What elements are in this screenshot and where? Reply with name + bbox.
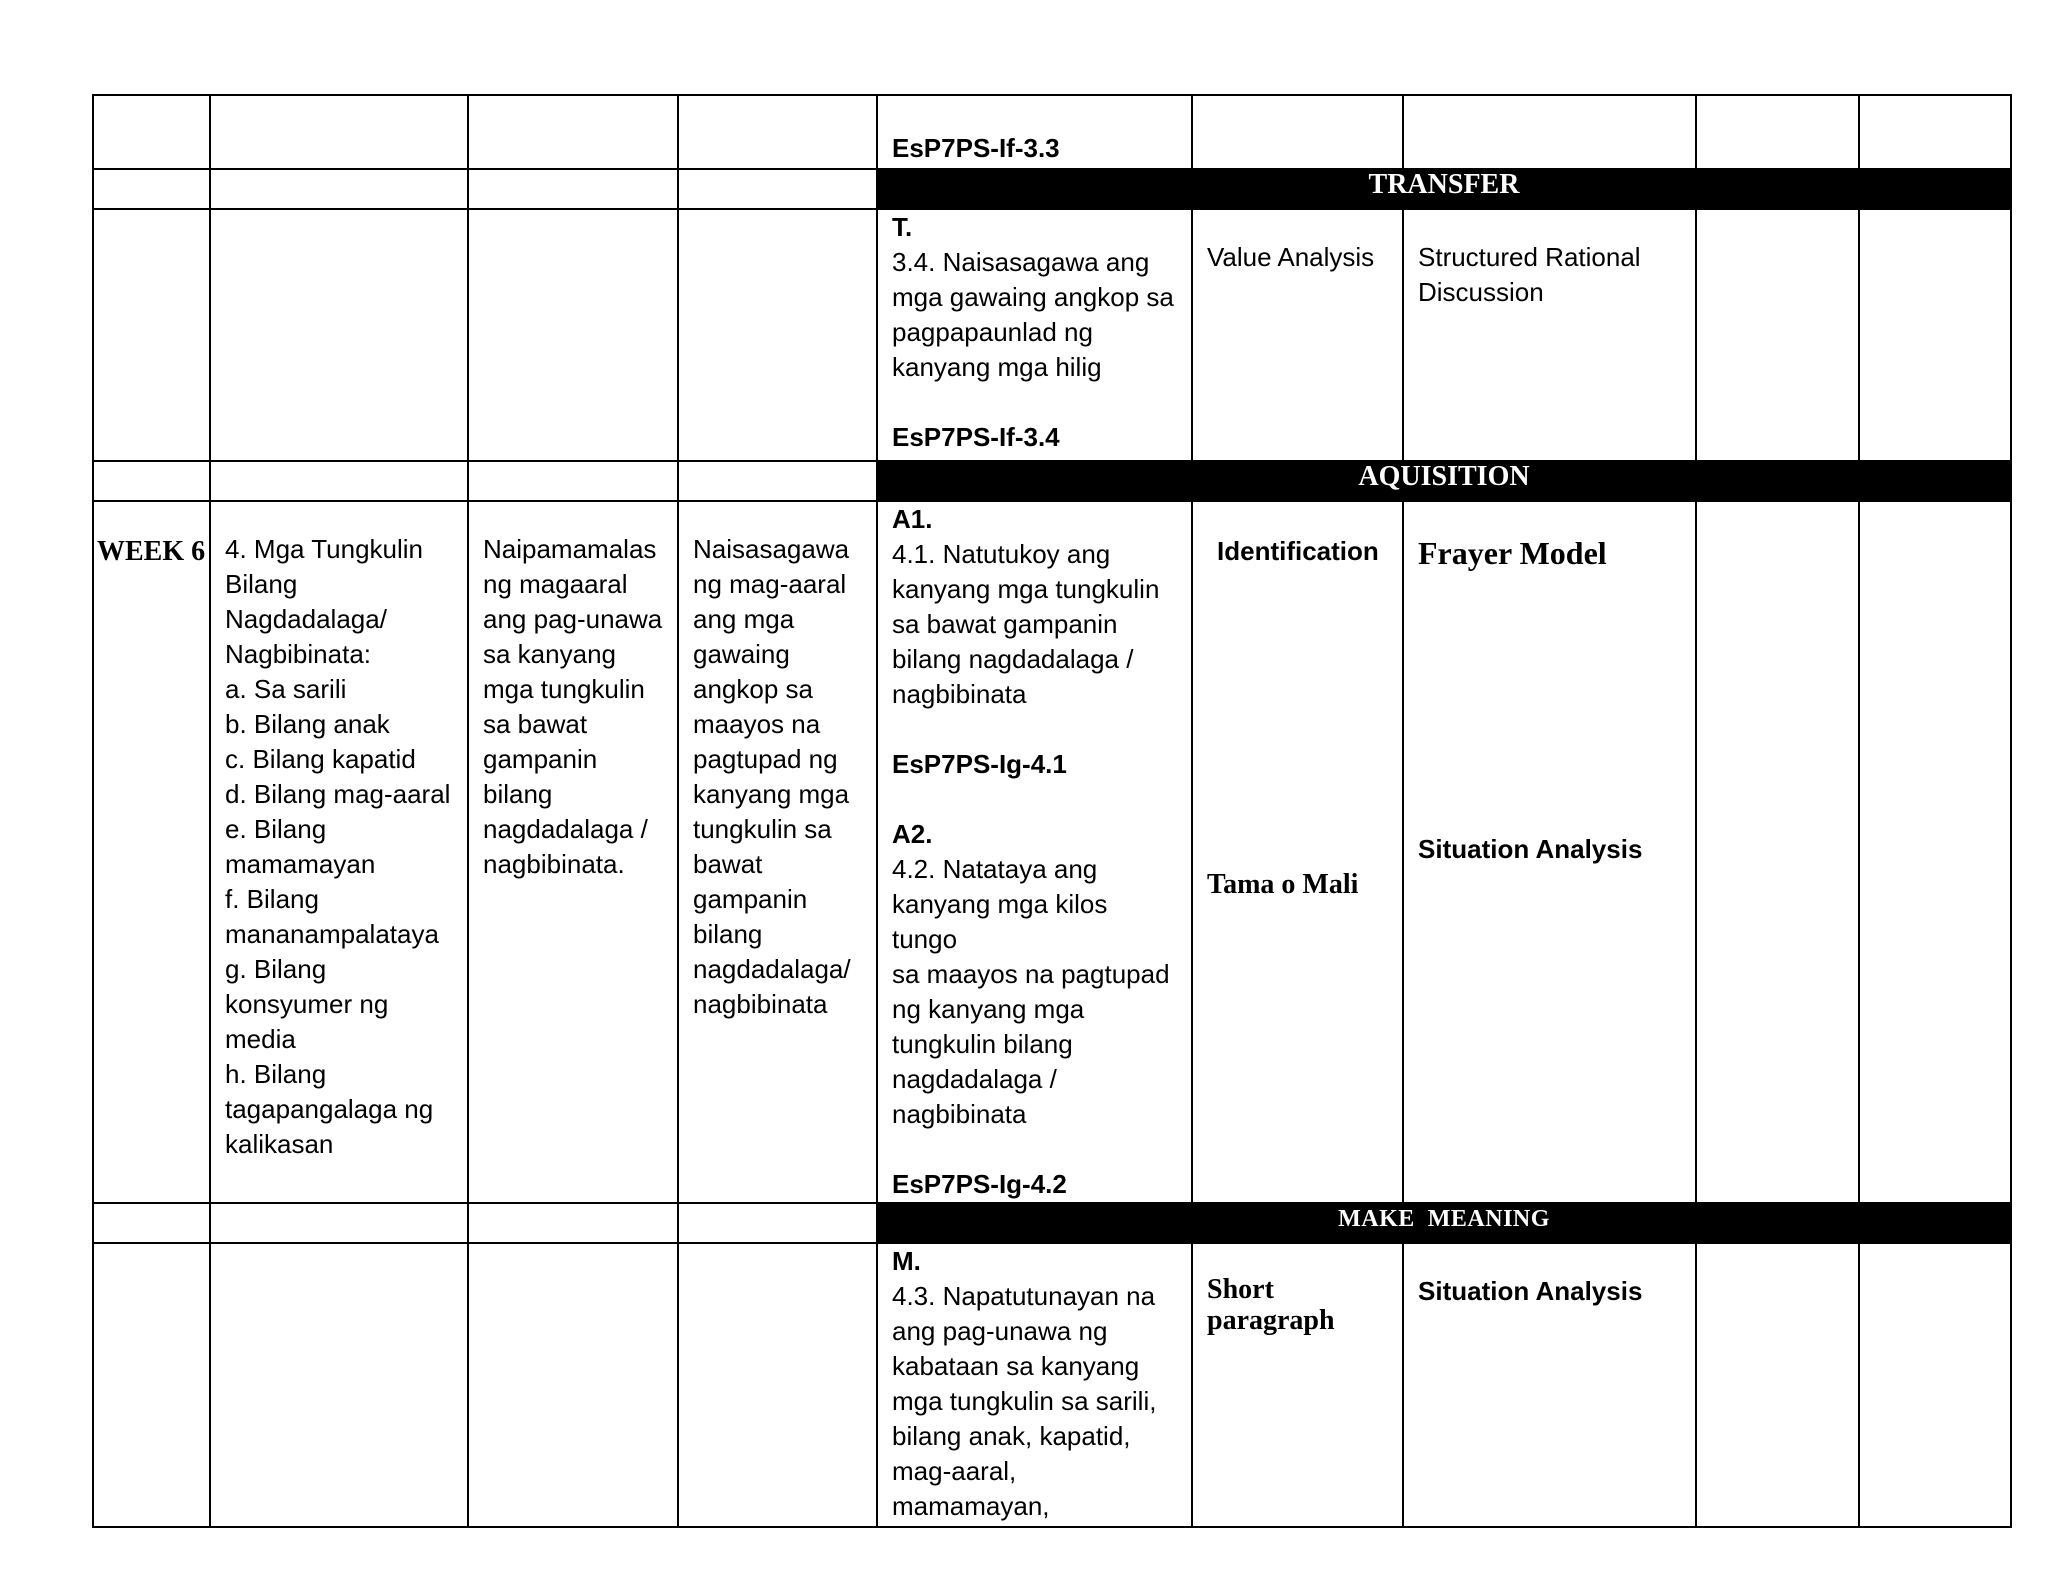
empty-cell xyxy=(210,461,468,501)
empty-cell xyxy=(468,1203,678,1243)
empty-cell xyxy=(210,209,468,461)
empty-cell xyxy=(93,1203,210,1243)
strategy-text: Frayer Model xyxy=(1418,535,1607,571)
competency-code: EsP7PS-Ig-4.2 xyxy=(892,1169,1067,1199)
empty-cell xyxy=(1696,209,1859,461)
section-band-row xyxy=(93,1203,2011,1243)
strategy-cell xyxy=(1403,209,1696,461)
competency-label: T. xyxy=(892,212,913,242)
competency-label: A1. xyxy=(892,504,933,534)
competency-label: M. xyxy=(892,1246,921,1276)
week-label: WEEK 6 xyxy=(93,501,210,1203)
assessment-text: Value Analysis xyxy=(1207,242,1375,272)
competency-cell xyxy=(877,95,1192,169)
content-cell xyxy=(210,501,468,1203)
empty-cell xyxy=(1859,95,2011,169)
section-heading-acquisition: AQUISITION xyxy=(877,461,2011,501)
empty-cell xyxy=(1859,209,2011,461)
empty-cell xyxy=(678,461,877,501)
competency-cell xyxy=(877,209,1192,461)
empty-cell xyxy=(93,169,210,209)
spacer xyxy=(892,1132,1177,1167)
empty-cell xyxy=(1859,1243,2011,1527)
competency-text: 4.1. Natutukoy ang kanyang mga tungkulin sa bawat gampanin bilang nagdadalaga / nagbibinata xyxy=(892,539,1160,709)
empty-cell xyxy=(93,95,210,169)
competency-code: EsP7PS-If-3.3 xyxy=(892,133,1060,163)
section-band-row xyxy=(93,461,2011,501)
empty-cell xyxy=(93,209,210,461)
table-row xyxy=(93,95,2011,169)
strategy-cell xyxy=(1403,501,1696,1203)
spacer xyxy=(892,782,1177,817)
empty-cell xyxy=(678,95,877,169)
assessment-text: Short paragraph xyxy=(1207,1274,1335,1336)
empty-cell xyxy=(468,1243,678,1527)
empty-cell xyxy=(678,1203,877,1243)
content-standard-text: Naipamamalas ng magaaral ang pag-unawa sa kanyang mga tungkulin sa bawat gampanin bilang nagdadalaga / nagbibinata. xyxy=(483,534,663,879)
competency-cell xyxy=(877,501,1192,1203)
competency-code: EsP7PS-If-3.4 xyxy=(892,422,1060,452)
empty-cell xyxy=(210,1203,468,1243)
empty-cell xyxy=(210,169,468,209)
competency-text: 3.4. Naisasagawa ang mga gawaing angkop sa pagpapaunlad ng kanyang mga hilig xyxy=(892,247,1174,382)
section-heading-transfer: TRANSFER xyxy=(877,169,2011,209)
empty-cell xyxy=(93,1243,210,1527)
spacer xyxy=(892,385,1177,420)
empty-cell xyxy=(93,461,210,501)
empty-cell xyxy=(1696,501,1859,1203)
assessment-cell xyxy=(1192,501,1403,1203)
table-row xyxy=(93,1243,2011,1527)
spacer xyxy=(892,712,1177,747)
empty-cell xyxy=(1192,95,1403,169)
empty-cell xyxy=(210,1243,468,1527)
competency-text: 4.2. Natataya ang kanyang mga kilos tungo sa maayos na pagtupad ng kanyang mga tungkulin bilang nagdadalaga / nagbibinata xyxy=(892,854,1170,1129)
empty-cell xyxy=(1696,95,1859,169)
content-text: 4. Mga Tungkulin Bilang Nagdadalaga/ Nagbibinata: a. Sa sarili b. Bilang anak c. Bilang kapatid d. Bilang mag-aaral e. Bilang mamamayan f. Bilang mananampalataya g. Bilang konsyumer ng media h. Bilang tagapangalaga ng kalikasan xyxy=(225,534,451,1159)
empty-cell xyxy=(1403,95,1696,169)
assessment-text: Identification xyxy=(1217,536,1379,566)
content-standard-cell xyxy=(468,501,678,1203)
empty-cell xyxy=(678,1243,877,1527)
strategy-text: Structured Rational Discussion xyxy=(1418,242,1641,307)
strategy-text: Situation Analysis xyxy=(1418,1276,1643,1306)
performance-standard-text: Naisasagawa ng mag-aaral ang mga gawaing angkop sa maayos na pagtupad ng kanyang mga tungkulin sa bawat gampanin bilang nagdadalaga/ nagbibinata xyxy=(693,534,851,1019)
section-heading-make-meaning: MAKE MEANING xyxy=(877,1203,2011,1243)
assessment-cell xyxy=(1192,1243,1403,1527)
strategy-cell xyxy=(1403,1243,1696,1527)
table-row xyxy=(93,209,2011,461)
competency-cell xyxy=(877,1243,1192,1527)
competency-label: A2. xyxy=(892,819,933,849)
assessment-cell xyxy=(1192,209,1403,461)
competency-text: 4.3. Napatutunayan na ang pag-unawa ng kabataan sa kanyang mga tungkulin sa sarili, bilang anak, kapatid, mag-aaral, mamamayan, xyxy=(892,1281,1157,1521)
empty-cell xyxy=(468,461,678,501)
curriculum-map-table xyxy=(92,94,2012,1528)
empty-cell xyxy=(678,209,877,461)
empty-cell xyxy=(468,169,678,209)
empty-cell xyxy=(1696,1243,1859,1527)
empty-cell xyxy=(1859,501,2011,1203)
assessment-text: Tama o Mali xyxy=(1207,869,1359,900)
empty-cell xyxy=(678,169,877,209)
empty-cell xyxy=(468,209,678,461)
table-row xyxy=(93,501,2011,1203)
performance-standard-cell xyxy=(678,501,877,1203)
section-band-row xyxy=(93,169,2011,209)
competency-code: EsP7PS-Ig-4.1 xyxy=(892,749,1067,779)
strategy-text: Situation Analysis xyxy=(1418,834,1643,864)
empty-cell xyxy=(468,95,678,169)
empty-cell xyxy=(210,95,468,169)
